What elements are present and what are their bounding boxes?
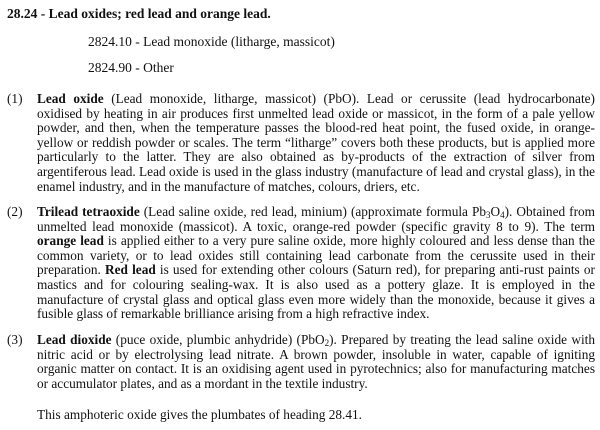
item-term: Lead oxide [37,91,104,106]
subheading-label: Lead monoxide (litharge, massicot) [143,34,335,49]
heading-code: 28.24 [7,6,38,21]
formula-subscript: 2 [324,338,330,348]
item-trilead-tetraoxide [7,205,595,322]
item-number: (3) [7,332,23,347]
item-lead-dioxide [7,333,595,391]
heading-separator: - [37,6,49,21]
closing-note: This amphoteric oxide gives the plumbates of heading 28.41. [37,407,362,422]
item-text: O [490,204,501,219]
subheading-code: 2824.10 [88,34,132,49]
item-text: ). Prepared by treating the lead saline oxide with nitric acid or by electrolysing lead nitrate. A brown powder, insoluble in water, capable of igniting organic matter on contact. It is an oxidising agent used in pyrotechnics; also for manufacturing matches or accumulator plates, and as a mordant in the textile industry. [37,332,595,391]
formula-subscript: 4 [500,210,505,220]
item-number: (2) [7,204,23,219]
item-body [37,205,595,322]
subheading-code: 2824.90 [88,60,132,75]
item-text: ). Obtained from unmelted lead monoxide (massicot). A toxic, orange-red powder (specific gravity 8 to 9). The term [37,204,595,234]
item-lead-oxide [7,92,595,194]
subheading-separator: - [131,34,144,49]
item-text: (Lead monoxide, litharge, massicot) (PbO). Lead or cerussite (lead hydrocarbonate) oxidised by heating in air produces first unmelted lead oxide or massicot, in the form of a pale yellow powder, and then, when the temperature passes the blood-red heat point, the fused oxide, in orange-yellow or reddish powder or scales. The term “litharge” covers both these products, but is applied more particularly to the latter. They are also obtained as by-products of the extraction of silver from argentiferous lead. Lead oxide is used in the glass industry (manufacture of lead and crystal glass), in the enamel industry, and in the manufacture of matches, colours, driers, etc. [37,91,595,194]
item-term: Lead dioxide [37,332,112,347]
item-text: (puce oxide, plumbic anhydride) (PbO [111,332,325,347]
formula-subscript: 3 [486,210,491,220]
item-term-red-lead: Red lead [105,262,156,278]
subheading-separator: - [131,60,144,75]
subheading-2824-90 [88,60,174,76]
subheading-label: Other [143,60,174,75]
heading [7,6,271,22]
item-body [37,333,595,391]
item-body [37,92,595,194]
item-text: is used for extending other colours (Saturn red), for preparing anti-rust paints or mastics and for colouring sealing-wax. It is also used as a pottery glaze. It is employed in the manufacture of crystal glass and optical glass even more widely than the monoxide, because it gives a fusible glass of remarkable brilliance arising from a high refractive index. [37,262,595,322]
item-term-orange-lead: orange lead [37,233,104,249]
item-number: (1) [7,91,23,106]
item-text: is applied either to a very pure saline oxide, more highly coloured and less dense than the common variety, or to lead oxides still containing lead carbonate from the cerussite used in their preparation. [37,233,596,278]
subheading-2824-10 [88,34,335,50]
item-term: Trilead tetraoxide [37,204,140,219]
item-text: (Lead saline oxide, red lead, minium) (approximate formula Pb [139,204,487,219]
heading-title: Lead oxides; red lead and orange lead. [48,6,271,21]
